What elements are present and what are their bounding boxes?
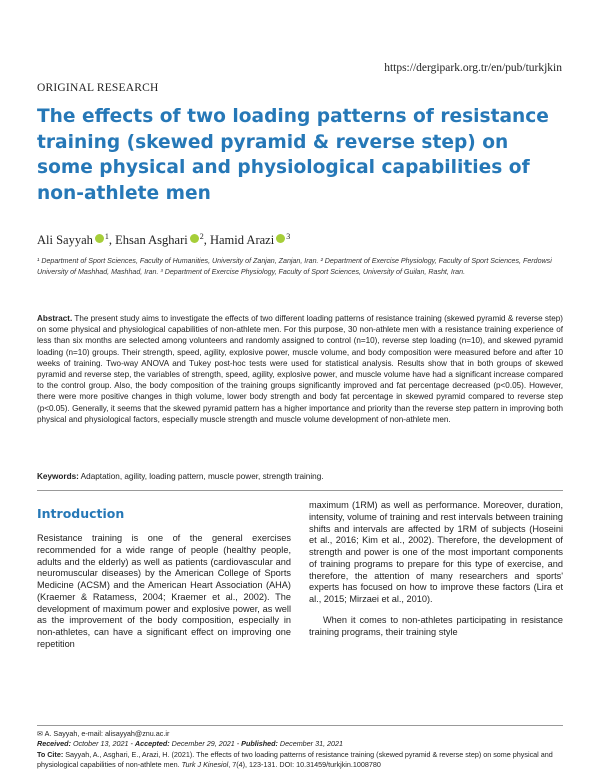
affiliations: ¹ Department of Sport Sciences, Faculty of Humanities, University of Zanjan, Zanjan, Iran. ² Department of Exercise Physiology, Faculty of Sport Sciences, Ferdowsi University of Mashhad, Mashhad, Iran. ³ Department of Exercise Physiology, Faculty of Sport Sciences, University of Guilan, Rasht, Iran. bbox=[37, 257, 552, 276]
accepted-label: Accepted: bbox=[134, 739, 170, 749]
abstract bbox=[37, 313, 563, 425]
author-name: Ali Sayyah bbox=[37, 233, 93, 248]
keywords-label: Keywords: bbox=[37, 472, 79, 481]
accepted-date: December 29, 2021 - bbox=[169, 739, 242, 749]
abstract-text: The present study aims to investigate the effects of two different loading patterns of resistance training (skewed pyramid & reverse step) on some physical and physiological capabilities of non-athlete men. For this purpose, 30 non-athlete men with a resistance training experience of less than six months are selected among volunteers and randomly assigned to control (n=10), reverse step loading (n=10), and skewed pyramid loading (n=10) groups. Their strength, speed, agility, explosive power, muscle volume, and body composition were measured before and after 10 weeks of training. Two-way ANOVA and Tukey post-hoc tests were used for statistical analysis. Results show that in both groups of skewed pyramid and reverse step, the variables of strength, speed, agility, explosive power, and muscle volume have had a significant increase compared to the control group. Also, the body composition of the training groups significantly improved and fat percentage decreased (p<0.05). However, there were more positive changes in thigh volume, lower body strength and body fat percentage in skewed pyramid compared to reverse step (p<0.05). Generally, it seems that the skewed pyramid pattern has a higher importance and priority than the reverse step pattern in improving both physical and physiological factors, especially muscle strength and muscle volume development of non-athlete men. bbox=[37, 314, 563, 424]
divider bbox=[37, 490, 563, 491]
correspondence: ✉ A. Sayyah, e-mail: alisayyah@znu.ac.ir bbox=[37, 729, 170, 738]
footer bbox=[37, 729, 563, 771]
body-column-right bbox=[309, 500, 563, 638]
author-affiliation-number: 3 bbox=[286, 232, 291, 241]
cite-tail: , 7(4), 123-131. DOI: 10.31459/turkjkin.1008780 bbox=[228, 760, 381, 770]
cite-label: To Cite: bbox=[37, 749, 64, 759]
published-date: December 31, 2021 bbox=[277, 739, 344, 749]
received-date: October 13, 2021 - bbox=[70, 739, 135, 749]
orcid-icon[interactable] bbox=[190, 234, 199, 243]
body-paragraph: Resistance training is one of the general exercises recommended for a wide range of people (healthy people, adults and the elderly) as well as patients (cardiovascular and neuromuscular diseases) by the American College of Sports Medicine (ACSM) and the American Heart Association (AHA) (Kraemer & Ratamess, 2004; Kraemer et al., 2002). The development of maximum power and explosive power, as well as the improvement of the body composition, especially in non-athletes, can have a significant effect on improving one repetition bbox=[37, 533, 291, 649]
received-label: Received: bbox=[37, 739, 71, 749]
orcid-icon[interactable] bbox=[276, 234, 285, 243]
dates bbox=[37, 739, 563, 749]
cite-journal: Turk J Kinesiol bbox=[181, 760, 229, 770]
published-label: Published: bbox=[241, 739, 278, 749]
author-name: Hamid Arazi bbox=[209, 233, 275, 248]
body-paragraph: maximum (1RM) as well as performance. Moreover, duration, intensity, volume of training and rest intervals between training shifts and intervals are affected by 1RM of subjects (Hoseini et al., 2016; Kim et al., 2002). Therefore, the development of strength and power is one of the most important components of training programs to prepare for this type of exercise, and therefore, the attention of many researchers and sports' experts has focused on how to improve these factors (Lira et al., 2015; Mirzaei et al., 2010). bbox=[309, 500, 563, 604]
orcid-icon[interactable] bbox=[95, 234, 104, 243]
article-type-label: ORIGINAL RESEARCH bbox=[37, 82, 159, 94]
citation bbox=[37, 750, 563, 771]
author-affiliation-number: 2 bbox=[199, 232, 204, 241]
footer-divider bbox=[37, 725, 563, 726]
body-column-left bbox=[37, 533, 291, 651]
keywords-text: Adaptation, agility, loading pattern, muscle power, strength training. bbox=[78, 472, 324, 481]
abstract-label: Abstract. bbox=[37, 314, 73, 323]
author-affiliation-number: 1 bbox=[104, 232, 109, 241]
keywords bbox=[37, 472, 563, 481]
cite-text: Sayyah, A., Asghari, E., Arazi, H. (2021). The effects of two loading patterns of resistance training (skewed pyramid & reverse step) on some physical and physiological capabilities of non-athlete men. bbox=[37, 749, 553, 770]
introduction-heading: Introduction bbox=[37, 506, 125, 521]
article-title: The effects of two loading patterns of resistance training (skewed pyramid & reverse step) on some physical and physiological capabilities of non-athlete men bbox=[37, 106, 549, 204]
author-name: Ehsan Asghari bbox=[115, 233, 188, 248]
body-paragraph: When it comes to non-athletes participating in resistance training programs, their training style bbox=[309, 614, 563, 637]
author-list: Ali Sayyah $^1$, Ehsan Asghari $^2$, Hamid Arazi $^3$ bbox=[37, 232, 291, 248]
journal-url[interactable]: https://dergipark.org.tr/en/pub/turkjkin bbox=[384, 62, 562, 74]
